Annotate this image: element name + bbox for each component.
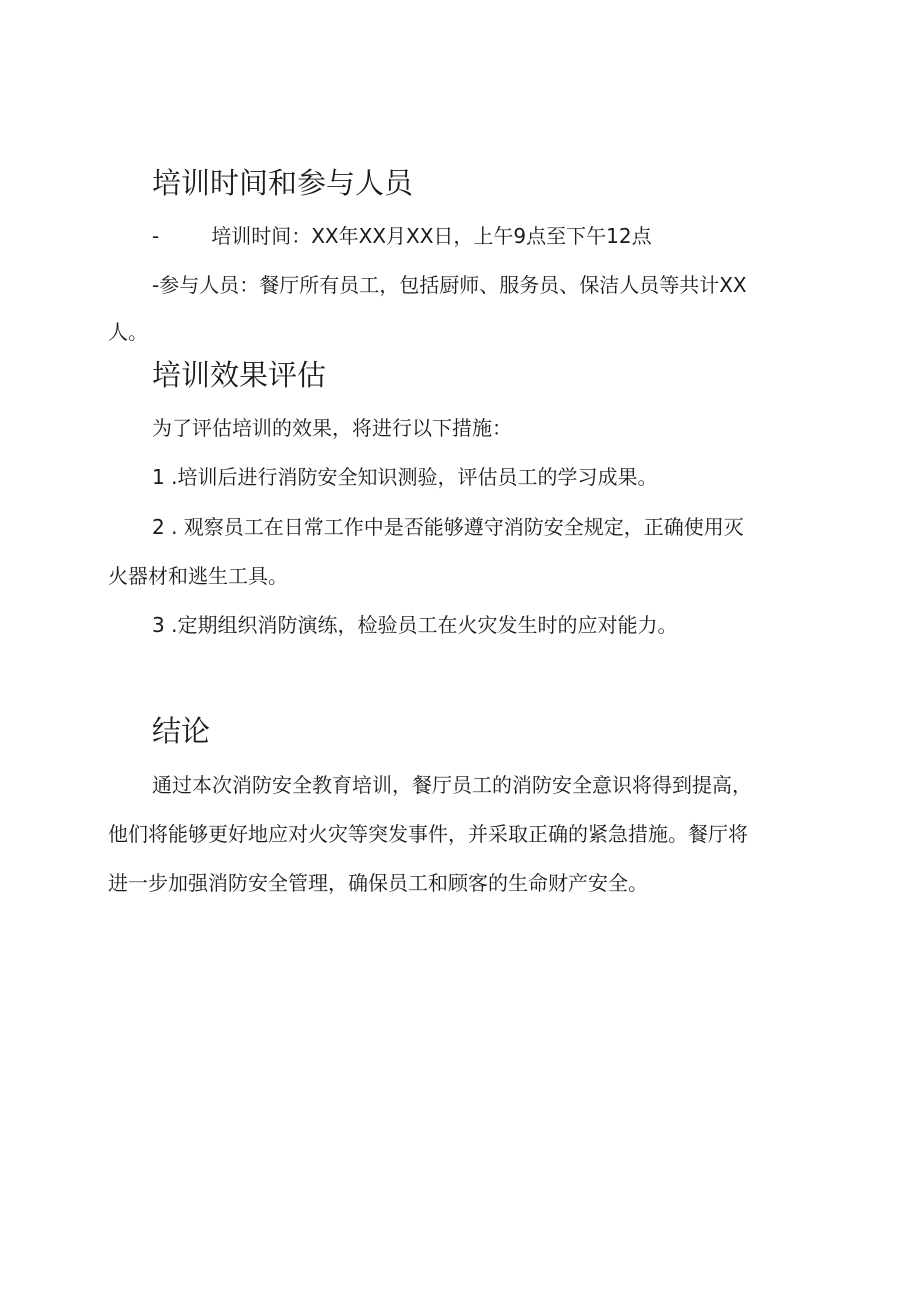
section-heading-conclusion: 结论 — [152, 714, 211, 748]
evaluation-item-3: 3 .定期组织消防演练，检验员工在火灾发生时的应对能力。 — [152, 613, 678, 637]
list-dash: - — [152, 224, 160, 248]
evaluation-item-2-continued: 火器材和逃生工具。 — [108, 564, 288, 588]
training-time-line — [152, 222, 652, 250]
training-time-text: 培训时间：XX年XX月XX日，上午9点至下午12点 — [211, 224, 652, 248]
participants-line: -参与人员：餐厅所有员工，包括厨师、服务员、保洁人员等共计XX — [152, 273, 747, 297]
conclusion-line-2: 他们将能够更好地应对火灾等突发事件，并采取正确的紧急措施。餐厅将 — [108, 822, 748, 846]
evaluation-item-1: 1 .培训后进行消防安全知识测验，评估员工的学习成果。 — [152, 465, 658, 489]
evaluation-intro: 为了评估培训的效果，将进行以下措施： — [152, 416, 512, 440]
participants-line-continued: 人。 — [108, 320, 148, 344]
conclusion-line-1: 通过本次消防安全教育培训，餐厅员工的消防安全意识将得到提高， — [152, 773, 752, 797]
section-heading-training-time-participants: 培训时间和参与人员 — [152, 166, 414, 200]
section-heading-evaluation: 培训效果评估 — [152, 358, 327, 392]
conclusion-line-3: 进一步加强消防安全管理，确保员工和顾客的生命财产安全。 — [108, 871, 648, 895]
evaluation-item-2: 2 . 观察员工在日常工作中是否能够遵守消防安全规定，正确使用灭 — [152, 515, 744, 539]
